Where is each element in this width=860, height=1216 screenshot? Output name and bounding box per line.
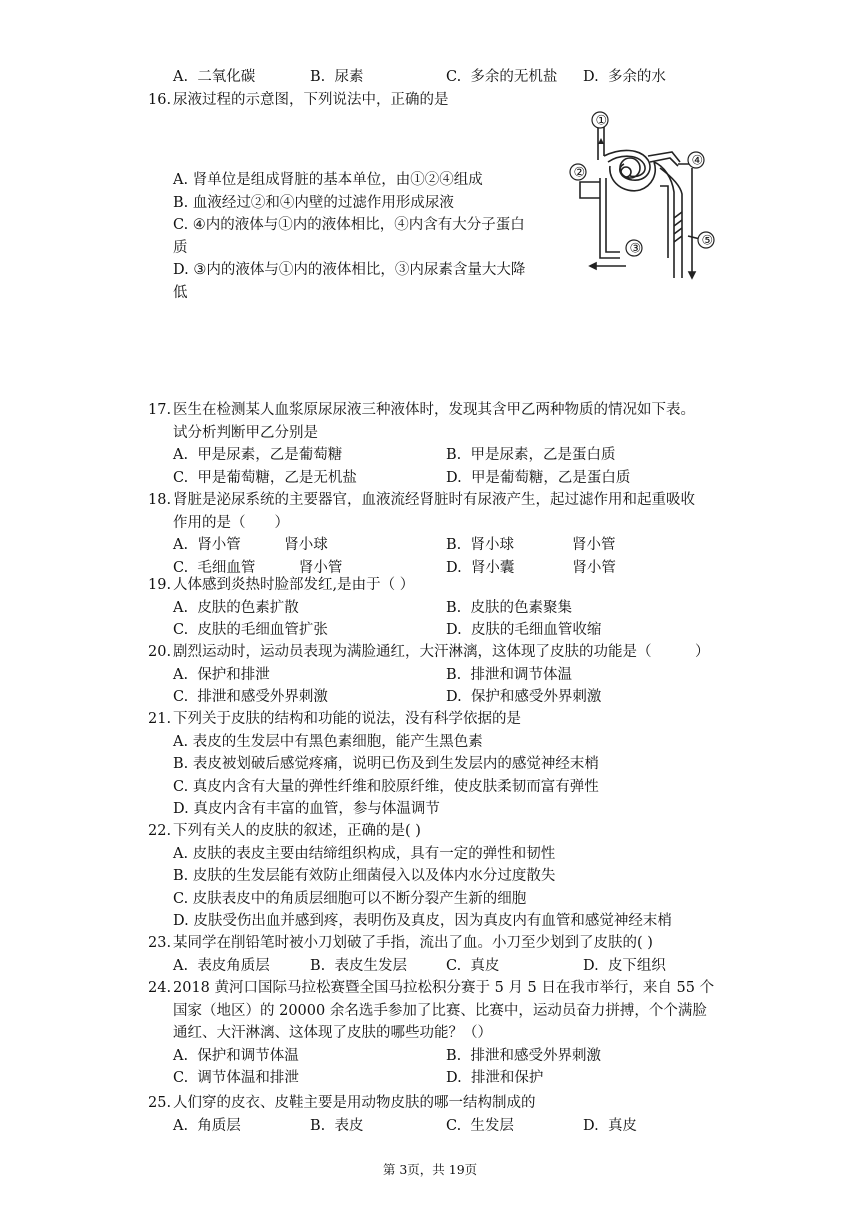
- question-17: [148, 399, 728, 489]
- question-stem-cont: 国家（地区）的 20000 余名选手参加了比赛、比赛中，运动员奋力拼搏，个个满脸: [173, 1002, 707, 1019]
- option-b[interactable]: B. 尿素: [310, 69, 364, 85]
- option-d-cont: 低: [173, 284, 188, 301]
- option-a[interactable]: A. 甲是尿素，乙是葡萄糖: [173, 447, 343, 463]
- option-d[interactable]: D. 皮下组织: [583, 957, 666, 974]
- question-stem-cont: 作用的是（ ）: [173, 514, 289, 531]
- option-b[interactable]: B. 甲是尿素，乙是蛋白质: [446, 447, 616, 463]
- option-c[interactable]: C. 真皮内含有大量的弹性纤维和胶原纤维，使皮肤柔韧而富有弹性: [173, 778, 599, 795]
- question-number: 16.: [148, 92, 172, 108]
- question-number: 22.: [148, 823, 172, 839]
- svg-text:②: ②: [573, 165, 586, 181]
- question-number: 18.: [148, 492, 172, 508]
- question-number: 24.: [148, 980, 172, 996]
- option-c[interactable]: C. 毛细血管 肾小管: [173, 559, 343, 576]
- question-16-options: [148, 169, 548, 304]
- option-a[interactable]: A. 皮肤的色素扩散: [173, 599, 299, 616]
- question-24: [148, 977, 728, 1090]
- option-c-cont: 质: [173, 239, 188, 256]
- question-stem-cont: 通红、大汗淋漓、这体现了皮肤的哪些功能？（）: [173, 1025, 492, 1041]
- option-d[interactable]: D. 皮肤受伤出血并感到疼，表明伤及真皮，因为真皮内有血管和感觉神经末梢: [173, 913, 672, 929]
- svg-text:④: ④: [691, 153, 704, 169]
- question-23: [148, 932, 728, 977]
- option-c[interactable]: C. 调节体温和排泄: [173, 1070, 299, 1086]
- option-d[interactable]: D. 多余的水: [583, 69, 666, 85]
- svg-text:③: ③: [629, 241, 642, 257]
- option-d[interactable]: D. 甲是葡萄糖，乙是蛋白质: [446, 469, 631, 486]
- option-b[interactable]: B. 血液经过②和④内壁的过滤作用形成尿液: [173, 194, 454, 211]
- question-stem-cont: 试分析判断甲乙分别是: [173, 424, 318, 441]
- option-c[interactable]: C. 生发层: [446, 1117, 514, 1134]
- question-15-options: [148, 66, 728, 89]
- page-footer: 第 3页，共 19页: [382, 1162, 478, 1177]
- option-d[interactable]: D. 真皮: [583, 1117, 637, 1134]
- question-20: [148, 641, 728, 709]
- option-b[interactable]: B. 排泄和感受外界刺激: [446, 1047, 601, 1064]
- nephron-diagram: [560, 108, 730, 288]
- question-number: 20.: [148, 644, 172, 660]
- option-a[interactable]: A. 角质层: [173, 1117, 241, 1134]
- option-b[interactable]: B. 皮肤的生发层能有效防止细菌侵入以及体内水分过度散失: [173, 868, 556, 884]
- question-stem: 尿液过程的示意图，下列说法中，正确的是: [173, 92, 449, 108]
- question-number: 23.: [148, 935, 172, 951]
- question-25: [148, 1092, 728, 1137]
- option-a[interactable]: A. 保护和调节体温: [173, 1047, 299, 1064]
- option-d[interactable]: D. 肾小囊 肾小管: [446, 559, 616, 576]
- option-a[interactable]: A. 二氧化碳: [173, 69, 256, 85]
- question-21: [148, 708, 728, 821]
- option-a[interactable]: A. 表皮的生发层中有黑色素细胞，能产生黑色素: [173, 733, 483, 750]
- option-d[interactable]: D. 排泄和保护: [446, 1070, 544, 1086]
- question-stem: 下列有关人的皮肤的叙述，正确的是( ): [173, 823, 421, 839]
- question-stem: 某同学在削铅笔时被小刀划破了手指，流出了血。小刀至少划到了皮肤的( ): [173, 935, 653, 951]
- question-stem: 剧烈运动时，运动员表现为满脸通红，大汗淋漓，这体现了皮肤的功能是（ ）: [173, 644, 710, 660]
- option-c[interactable]: C. 皮肤表皮中的角质层细胞可以不断分裂产生新的细胞: [173, 890, 527, 907]
- option-d[interactable]: D. 保护和感受外界刺激: [446, 689, 602, 705]
- option-b[interactable]: B. 肾小球 肾小管: [446, 537, 616, 553]
- question-stem: 医生在检测某人血浆原尿尿液三种液体时，发现其含甲乙两种物质的情况如下表。: [173, 402, 695, 418]
- option-c[interactable]: C. 排泄和感受外界刺激: [173, 689, 328, 705]
- option-c[interactable]: C. 皮肤的毛细血管扩张: [173, 622, 328, 638]
- option-b[interactable]: B. 表皮被划破后感觉疼痛，说明已伤及到生发层内的感觉神经末梢: [173, 756, 599, 772]
- option-c[interactable]: C. 甲是葡萄糖，乙是无机盐: [173, 469, 357, 486]
- question-stem: 人体感到炎热时脸部发红,是由于（ ）: [173, 577, 415, 593]
- option-b[interactable]: B. 皮肤的色素聚集: [446, 599, 572, 616]
- option-b[interactable]: B. 排泄和调节体温: [446, 666, 572, 683]
- option-c[interactable]: C. ④内的液体与①内的液体相比，④内含有大分子蛋白: [173, 217, 525, 233]
- question-number: 19.: [148, 577, 172, 593]
- option-a[interactable]: A. 保护和排泄: [173, 666, 270, 683]
- svg-text:⑤: ⑤: [701, 233, 714, 249]
- option-a[interactable]: A. 表皮角质层: [173, 957, 270, 974]
- question-22: [148, 820, 728, 933]
- question-number: 25.: [148, 1095, 172, 1111]
- option-a[interactable]: A. 肾单位是组成肾脏的基本单位，由①②④组成: [173, 172, 483, 188]
- question-stem: 人们穿的皮衣、皮鞋主要是用动物皮肤的哪一结构制成的: [173, 1095, 536, 1111]
- option-a[interactable]: A. 皮肤的表皮主要由结缔组织构成，具有一定的弹性和韧性: [173, 845, 556, 862]
- option-d[interactable]: D. 皮肤的毛细血管收缩: [446, 622, 602, 638]
- option-a[interactable]: A. 肾小管 肾小球: [173, 537, 328, 553]
- question-stem: 2018 黄河口国际马拉松赛暨全国马拉松积分赛于 5 月 5 日在我市举行，来自 55 个: [173, 980, 715, 996]
- svg-text:①: ①: [595, 113, 608, 129]
- question-18: [148, 489, 728, 579]
- option-b[interactable]: B. 表皮生发层: [310, 957, 407, 974]
- question-number: 17.: [148, 402, 172, 418]
- option-b[interactable]: B. 表皮: [310, 1117, 364, 1134]
- option-c[interactable]: C. 真皮: [446, 957, 500, 974]
- question-number: 21.: [148, 711, 172, 727]
- option-c[interactable]: C. 多余的无机盐: [446, 69, 558, 85]
- question-stem: 肾脏是泌尿系统的主要器官，血液流经肾脏时有尿液产生，起过滤作用和起重吸收: [173, 492, 695, 508]
- question-19: [148, 574, 728, 642]
- option-d[interactable]: D. 真皮内含有丰富的血管，参与体温调节: [173, 801, 440, 817]
- question-stem: 下列关于皮肤的结构和功能的说法，没有科学依据的是: [173, 711, 521, 727]
- option-d[interactable]: D. ③内的液体与①内的液体相比，③内尿素含量大大降: [173, 262, 526, 278]
